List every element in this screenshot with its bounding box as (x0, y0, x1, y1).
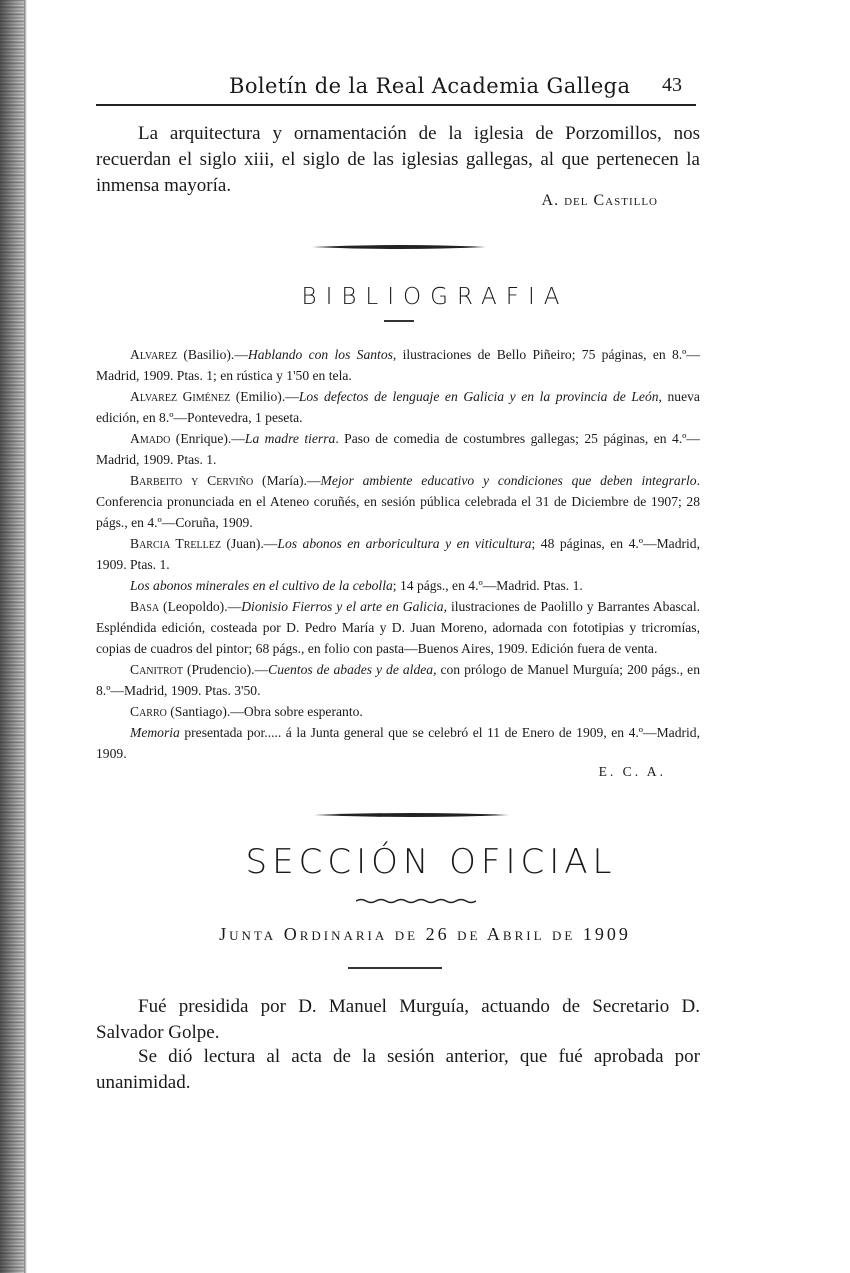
entry-title: Los defectos de lenguaje en Galicia y en la provincia de León (298, 389, 659, 404)
entry-title: La madre tierra (244, 431, 336, 446)
entry-author-rest: (Leopoldo).— (159, 599, 242, 614)
entry-author: Carro (130, 704, 167, 719)
bibliography-entry (96, 428, 700, 470)
entry-details: ; 48 páginas, en 4.º—Madrid, 1909. Ptas. 1. (96, 536, 700, 572)
entry-title: Dionisio Fierros y el arte en Galicia (241, 599, 444, 614)
bibliography-entry (96, 722, 700, 764)
bibliography-entry (96, 596, 700, 659)
entry-author: Canitrot (130, 662, 183, 677)
entry-author-rest: (Juan).— (220, 536, 278, 551)
journal-title: Boletín de la Real Academia Gallega (229, 74, 631, 98)
signature-name: del Castillo (564, 192, 658, 209)
entry-title: Los abonos minerales en el cultivo de la cebolla (130, 578, 393, 593)
entry-details: ; 14 págs., en 4.º—Madrid. Ptas. 1. (392, 578, 583, 593)
bibliography-list (96, 344, 700, 764)
entry-title: Hablando con los Santos (247, 347, 393, 362)
entry-author-rest: (Basilio).— (177, 347, 248, 362)
section-oficial-heading: SECCIÓN OFICIAL (245, 842, 617, 882)
entry-author: Amado (130, 431, 171, 446)
entry-details: , ilustraciones de Paolillo y Barrantes Abascal. Espléndida edición, costeada por D. Pedro María y D. Juan Moreno, adornada con fototipias y tricromías, copias de cuadros del pintor; 68 págs., en folio con pasta—Buenos Aires, 1909. Edición fuera de venta. (96, 599, 701, 656)
bibliography-entry (96, 575, 700, 596)
bibliography-initials: E. C. A. (598, 764, 666, 779)
minutes-paragraph-1: Fué presidida por D. Manuel Murguía, actuando de Secretario D. Salvador Golpe. (96, 996, 700, 1043)
signature-initial: A. (541, 192, 565, 209)
entry-details: , ilustraciones de Bello Piñeiro; 75 páginas, en 8.º—Madrid, 1909. Ptas. 1; en rústica y 1'50 en tela. (96, 347, 700, 383)
minutes-paragraph-2: Se dió lectura al acta de la sesión anterior, que fué aprobada por unanimidad. (96, 1046, 700, 1093)
running-header (96, 72, 686, 104)
entry-title: Mejor ambiente educativo y condiciones que deben integrarlo (320, 473, 697, 488)
entry-details: , nueva edición, en 8.º—Pontevedra, 1 peseta. (96, 389, 700, 425)
signature (542, 192, 658, 210)
entry-author: Basa (130, 599, 160, 614)
book-binding-edge (0, 0, 26, 1273)
entry-author-rest: (Enrique).— (170, 431, 245, 446)
entry-author: Alvarez Giménez (130, 389, 231, 404)
entry-author-rest: (María).— (253, 473, 321, 488)
entry-author: Barcia Trellez (130, 536, 221, 551)
bibliography-entry (96, 659, 700, 701)
entry-details: . Paso de comedia de costumbres gallegas; 25 páginas, en 4.º—Madrid, 1909. Ptas. 1. (96, 431, 700, 467)
binding-shadow (24, 0, 27, 1273)
bibliography-rule (384, 320, 414, 322)
wavy-ornament (356, 898, 476, 904)
entry-details: Obra sobre esperanto. (243, 704, 363, 719)
bibliography-entry (96, 470, 700, 533)
bibliography-entry (96, 386, 700, 428)
intro-paragraph: La arquitectura y ornamentación de la iglesia de Porzomillos, nos recuerdan el siglo xiii, el siglo de las iglesias gallegas, al que pertenecen la inmensa mayoría. (96, 123, 700, 196)
bibliography-entry (96, 344, 700, 386)
entry-details: . Conferencia pronunciada en el Ateneo coruñés, en sesión pública celebrada el 31 de Diciembre de 1907; 28 págs., en 4.º—Coruña, 1909. (96, 473, 700, 530)
entry-title: Los abonos en arboricultura y en viticultura (277, 536, 532, 551)
entry-details: , con prólogo de Manuel Murguía; 200 págs., en 8.º—Madrid, 1909. Ptas. 3'50. (96, 662, 700, 698)
bibliography-entry (96, 701, 700, 722)
entry-author: Alvarez (130, 347, 178, 362)
entry-author-rest: (Emilio).— (230, 389, 299, 404)
page-number: 43 (662, 74, 682, 96)
entry-title: Cuentos de abades y de aldea (268, 662, 434, 677)
bibliography-heading: BIBLIOGRAFIA (301, 284, 569, 310)
entry-author: Barbeito y Cerviño (130, 473, 254, 488)
header-rule (96, 104, 696, 106)
bibliography-entry (96, 533, 700, 575)
swell-rule-2 (314, 812, 510, 818)
entry-title: Memoria (130, 725, 180, 740)
entry-author-rest: (Prudencio).— (182, 662, 269, 677)
swell-rule (312, 244, 486, 250)
session-rule (348, 967, 442, 969)
entry-details: presentada por..... á la Junta general que se celebró el 11 de Enero de 1909, en 4.º—Madrid, 1909. (96, 725, 700, 761)
session-title: Junta Ordinaria de 26 de Abril de 1909 (219, 924, 631, 944)
entry-author-rest: (Santiago).— (166, 704, 244, 719)
